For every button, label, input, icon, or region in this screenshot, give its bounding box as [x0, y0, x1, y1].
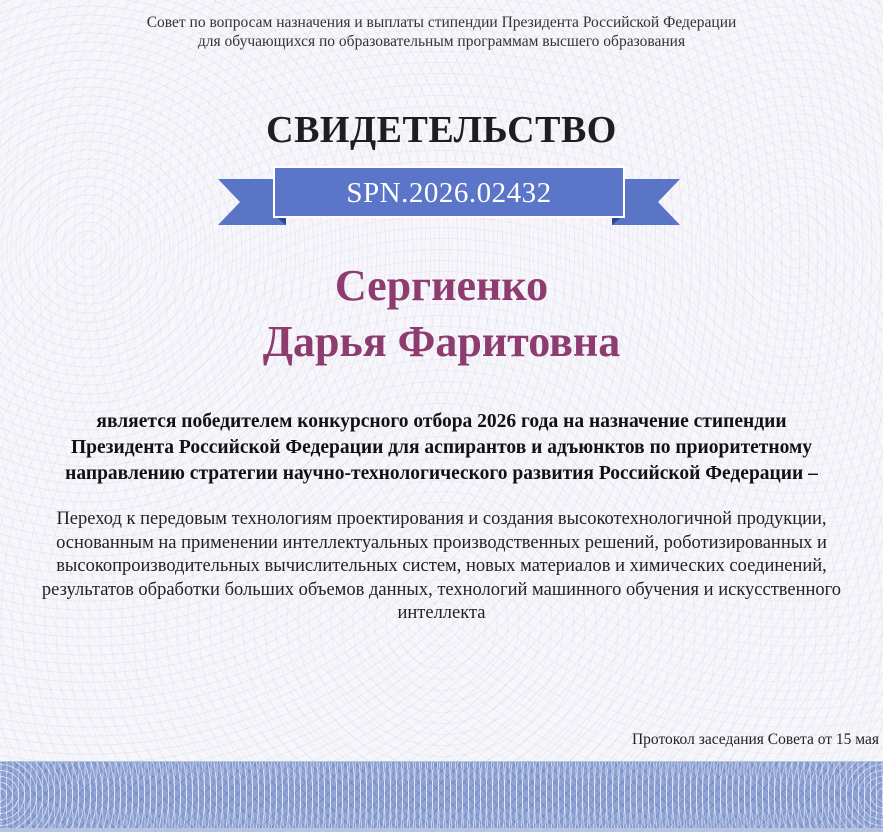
- council-header: [0, 13, 883, 51]
- winner-line: Президента Российской Федерации для аспирантов и адъюнктов по приоритетному: [70, 437, 813, 458]
- winner-statement: [10, 409, 873, 487]
- direction-line: высокопроизводительных вычислительных систем, новых материалов и химических соединений,: [56, 556, 827, 576]
- decorative-guilloche-band: [0, 761, 883, 828]
- winner-line: направлению стратегии научно-технологического развития Российской Федерации –: [65, 463, 818, 484]
- direction-line: основанным на применении интеллектуальных производственных решений, роботизированных и: [56, 532, 827, 553]
- direction-line: Переход к передовым технологиям проектирования и создания высокотехнологичной продукции,: [56, 509, 827, 529]
- certificate-title: СВИДЕТЕЛЬСТВО: [266, 109, 617, 151]
- priority-direction: [0, 508, 883, 626]
- council-header-line-1: Совет по вопросам назначения и выплаты стипендии Президента Российской Федерации: [146, 14, 737, 31]
- council-header-line-2: для обучающихся по образовательным программам высшего образования: [197, 33, 686, 50]
- recipient-last-name: Сергиенко: [334, 261, 549, 310]
- recipient-first-names: Дарья Фаритовна: [262, 317, 621, 366]
- protocol-text: Протокол заседания Совета от 15 мая: [631, 731, 879, 748]
- winner-line: является победителем конкурсного отбора 2026 года на назначение стипендии: [96, 411, 787, 432]
- certificate-number: SPN.2026.02432: [346, 177, 552, 209]
- direction-line: интеллекта: [397, 603, 486, 623]
- bottom-border: [0, 828, 883, 832]
- direction-line: результатов обработки больших объемов данных, технологий машинного обучения и искусственного: [41, 579, 842, 600]
- certificate-number-ribbon: [218, 165, 680, 233]
